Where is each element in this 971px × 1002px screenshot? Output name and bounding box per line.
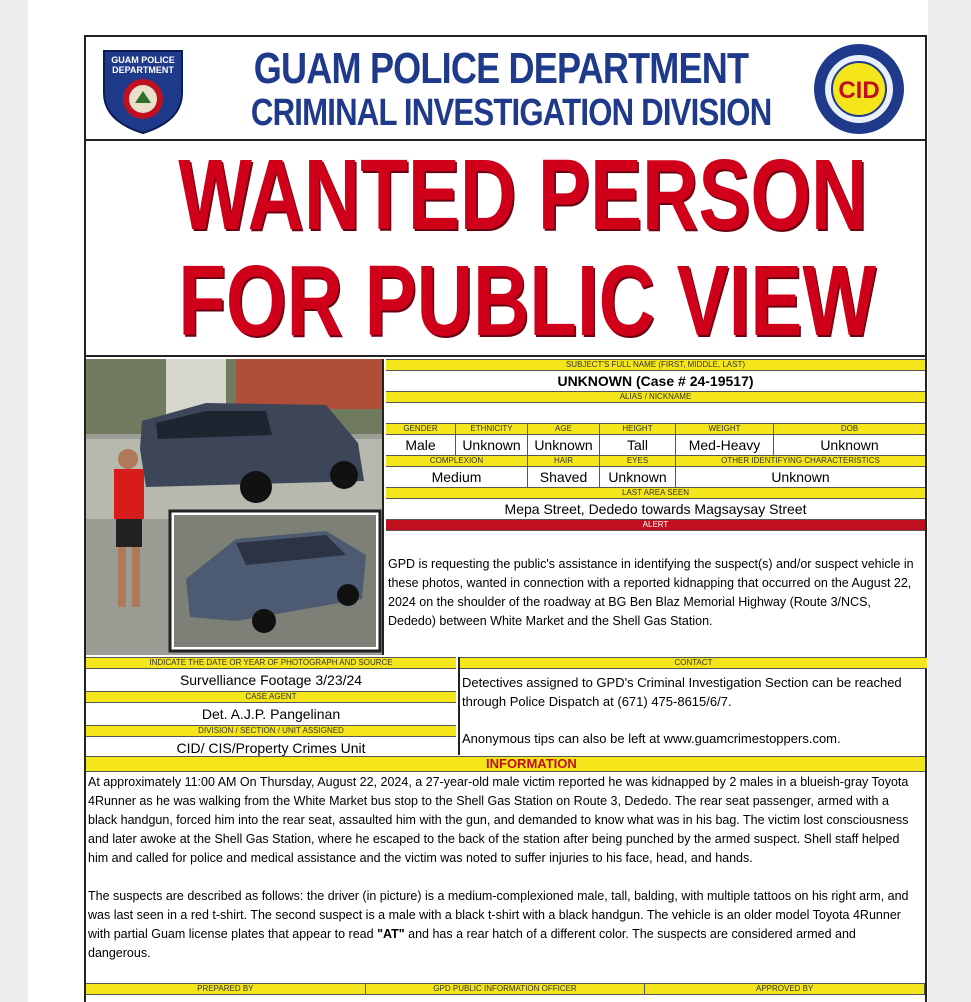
case-details xyxy=(86,657,925,757)
approved-by-label: APPROVED BY xyxy=(645,983,925,995)
ethnicity-label: ETHNICITY xyxy=(456,423,527,435)
last-seen-label: LAST AREA SEEN xyxy=(386,487,925,499)
case-agent-label: CASE AGENT xyxy=(86,691,456,703)
pio-label: GPD PUBLIC INFORMATION OFFICER xyxy=(366,983,646,995)
weight-value: Med-Heavy xyxy=(688,437,761,453)
information-body xyxy=(88,773,918,982)
contact-text: Detectives assigned to GPD's Criminal Investigation Section can be reached through Police Dispatch at (671) 475-8615/6/7. xyxy=(462,675,902,709)
case-agent-value: Det. A.J.P. Pangelinan xyxy=(201,706,341,722)
flyer-frame xyxy=(84,35,927,1002)
police-badge-icon xyxy=(98,43,188,135)
dob-value: Unknown xyxy=(820,437,879,453)
complexion-value: Medium xyxy=(431,469,482,485)
last-seen-value: Mepa Street, Dededo towards Magsaysay Street xyxy=(504,501,807,517)
svg-text:CID: CID xyxy=(838,77,880,104)
alias-value xyxy=(386,403,925,423)
alert-label: ALERT xyxy=(386,519,925,531)
complexion-label: COMPLEXION xyxy=(386,455,527,467)
dob-label: DOB xyxy=(774,423,925,435)
other-characteristics-value: Unknown xyxy=(771,469,830,485)
subject-info-grid xyxy=(386,359,925,655)
surveillance-photo-image xyxy=(86,359,384,655)
division-value: CID/ CIS/Property Crimes Unit xyxy=(176,740,366,756)
banner-line-2: FOR PUBLIC VIEW xyxy=(178,245,876,357)
alert-text: GPD is requesting the public's assistance in identifying the suspect(s) and/or suspect vehicle in these photos, wanted in connection with a reported kidnapping that occurred on the August 22, 2024 on the shoulder of the roadway at BG Ben Blaz Memorial Highway (Route 3/NCS, Dededo) between White Market and the Shell Gas Station. xyxy=(388,557,914,628)
suspect-description-b: and has a rear hatch of a different color. The suspects are considered armed and dangerous. xyxy=(88,927,856,960)
cid-seal-icon xyxy=(805,41,913,137)
photo-source-label: INDICATE THE DATE OR YEAR OF PHOTOGRAPH AND SOURCE xyxy=(86,657,456,669)
footer-signoff xyxy=(86,983,925,995)
height-value: Tall xyxy=(626,437,648,453)
subject-name: UNKNOWN (Case # 24-19517) xyxy=(557,373,754,389)
division-label: DIVISION / SECTION / UNIT ASSIGNED xyxy=(86,725,456,737)
ethnicity-value: Unknown xyxy=(462,437,521,453)
prepared-by-label: PREPARED BY xyxy=(86,983,366,995)
eyes-value: Unknown xyxy=(608,469,667,485)
information-paragraph-1: At approximately 11:00 AM On Thursday, August 22, 2024, a 27-year-old male victim reported he was kidnapped by 2 males in a blueish-gray Toyota 4Runner as he was walking from the White Market bus stop to the Shell Gas Station on Route 3, Dededo. The rear seat passenger, armed with a black handgun, forced him into the rear seat, assaulted him with the gun, and demanded to know what was in his bag. The victim lost consciousness and later awoke at the Shell Gas Station, where he escaped to the back of the station after being punched by the armed suspect. Shell staff helped him and called for police and medical assistance and the victim was noted to suffer injuries to his face, head, and hands. xyxy=(88,775,909,865)
svg-text:DEPARTMENT: DEPARTMENT xyxy=(112,65,174,75)
tips-text: Anonymous tips can also be left at www.guamcrimestoppers.com. xyxy=(462,731,841,746)
division-name: CRIMINAL INVESTIGATION DIVISION xyxy=(250,92,772,134)
suspect-photos xyxy=(86,359,384,655)
gender-label: GENDER xyxy=(386,423,455,435)
information-paragraph-2 xyxy=(88,887,918,963)
name-label: SUBJECT'S FULL NAME (FIRST, MIDDLE, LAST) xyxy=(386,359,925,371)
hair-value: Shaved xyxy=(539,469,588,485)
information-heading: INFORMATION xyxy=(486,756,577,771)
information-heading-bar xyxy=(86,756,925,772)
age-label: AGE xyxy=(528,423,599,435)
gender-value: Male xyxy=(405,437,436,453)
hair-label: HAIR xyxy=(528,455,599,467)
flyer-page xyxy=(28,0,928,1002)
other-characteristics-label: OTHER IDENTIFYING CHARACTERISTICS xyxy=(676,455,925,467)
org-name: GUAM POLICE DEPARTMENT xyxy=(253,44,749,93)
header xyxy=(86,37,925,141)
alias-label: ALIAS / NICKNAME xyxy=(386,391,925,403)
height-label: HEIGHT xyxy=(600,423,675,435)
weight-label: WEIGHT xyxy=(676,423,773,435)
contact-label: CONTACT xyxy=(460,657,927,669)
banner-line-1: WANTED PERSON xyxy=(178,139,868,251)
wanted-banner xyxy=(86,141,925,357)
photo-source-value: Survelliance Footage 3/23/24 xyxy=(179,672,363,688)
age-value: Unknown xyxy=(534,437,593,453)
suspect-description-a: The suspects are described as follows: the driver (in picture) is a medium-complexioned male, tall, balding, with multiple tattoos on his right arm, and was last seen in a red t-shirt. The second suspect is a male with a black t-shirt with a black handgun. The vehicle is an older model Toyota 4Runner with partial Guam license plates that appear to read xyxy=(88,889,909,941)
plate-text: "AT" xyxy=(377,927,405,941)
eyes-label: EYES xyxy=(600,455,675,467)
svg-text:GUAM POLICE: GUAM POLICE xyxy=(111,55,175,65)
